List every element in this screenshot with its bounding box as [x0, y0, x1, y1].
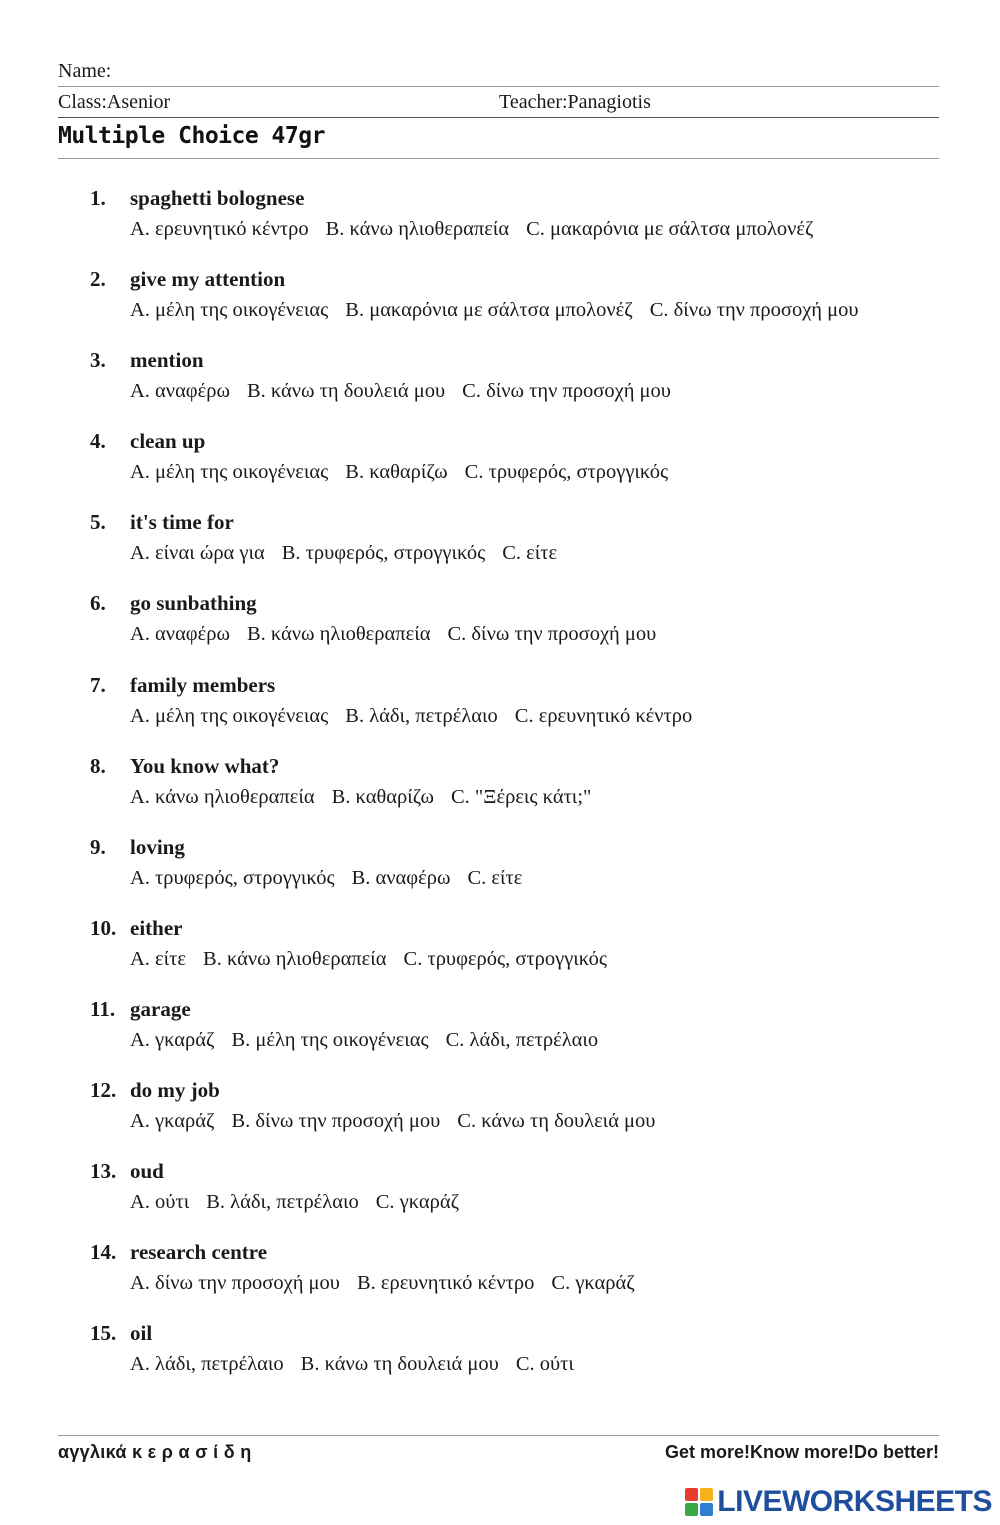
question-word: family members	[130, 672, 276, 697]
answer-option-b[interactable]: B. καθαρίζω	[331, 785, 434, 808]
question-item	[90, 750, 950, 831]
question-word: either	[130, 915, 183, 940]
question-word: spaghetti bolognese	[130, 186, 305, 210]
answer-option-a[interactable]: A. ερευνητικό κέντρο	[130, 218, 309, 240]
question-item	[90, 1155, 950, 1236]
answer-option-c[interactable]: C. μακαρόνια με σάλτσα μπολονέζ	[526, 218, 814, 240]
question-number: 7.	[90, 672, 106, 697]
answer-option-b[interactable]: B. τρυφερός, στρογγικός	[281, 542, 486, 565]
answer-option-b[interactable]: B. καθαρίζω	[345, 461, 448, 484]
answer-option-c[interactable]: C. γκαράζ	[375, 1191, 460, 1214]
logo-square-red	[685, 1488, 698, 1501]
worksheet-header	[58, 56, 939, 159]
answer-options	[90, 782, 950, 812]
question-item	[90, 1074, 950, 1155]
answer-option-a[interactable]: A. αναφέρω	[130, 380, 230, 403]
liveworksheets-logo-icon	[685, 1488, 713, 1516]
question-word: clean up	[130, 429, 206, 454]
answer-options	[90, 1025, 950, 1055]
question-word: oil	[130, 1321, 153, 1346]
logo-square-blue	[700, 1503, 713, 1516]
answer-option-a[interactable]: A. τρυφερός, στρογγικός	[130, 866, 335, 889]
question-word: You know what?	[130, 753, 280, 778]
question-word: loving	[130, 834, 185, 859]
question-item	[90, 669, 950, 750]
question-number: 9.	[90, 834, 106, 859]
answer-option-b[interactable]: B. ερευνητικό κέντρο	[356, 1272, 535, 1295]
answer-option-b[interactable]: B. αναφέρω	[351, 866, 451, 889]
question-item	[90, 344, 950, 425]
page-title: Multiple Choice 47gr	[58, 123, 325, 149]
answer-option-a[interactable]: A. μέλη της οικογένειας	[130, 299, 329, 322]
teacher-label: Teacher:Panagiotis	[499, 91, 651, 113]
question-heading	[90, 425, 950, 457]
question-word: research centre	[130, 1240, 268, 1265]
answer-option-c[interactable]: C. δίνω την προσοχή μου	[462, 380, 671, 403]
answer-option-c[interactable]: C. κάνω τη δουλειά μου	[457, 1110, 656, 1133]
answer-option-c[interactable]: C. τρυφερός, στρογγικός	[403, 947, 608, 970]
answer-option-b[interactable]: B. μακαρόνια με σάλτσα μπολονέζ	[345, 299, 633, 322]
question-heading	[90, 344, 950, 376]
question-item	[90, 425, 950, 506]
question-number: 15.	[90, 1321, 117, 1346]
question-word: garage	[130, 996, 191, 1021]
answer-option-a[interactable]: A. είτε	[130, 947, 187, 970]
class-row	[58, 87, 939, 118]
title-row	[58, 118, 939, 159]
answer-option-b[interactable]: B. λάδι, πετρέλαιο	[345, 704, 498, 727]
question-word: it's time for	[130, 510, 234, 535]
answer-option-c[interactable]: C. λάδι, πετρέλαιο	[445, 1028, 599, 1051]
answer-option-a[interactable]: A. μέλη της οικογένειας	[130, 704, 329, 727]
answer-option-b[interactable]: B. κάνω ηλιοθεραπεία	[246, 623, 431, 646]
question-item	[90, 263, 950, 344]
answer-options	[90, 1349, 950, 1379]
answer-option-a[interactable]: A. μέλη της οικογένειας	[130, 461, 329, 484]
question-list	[90, 182, 950, 1398]
answer-option-b[interactable]: B. κάνω τη δουλειά μου	[300, 1353, 499, 1376]
answer-options	[90, 619, 950, 649]
answer-option-a[interactable]: A. λάδι, πετρέλαιο	[130, 1353, 284, 1376]
question-number: 14.	[90, 1240, 117, 1265]
question-item	[90, 506, 950, 587]
answer-option-c[interactable]: C. είτε	[502, 542, 558, 565]
question-item	[90, 993, 950, 1074]
question-word: give my attention	[130, 267, 286, 292]
question-heading	[90, 1236, 950, 1268]
answer-options	[90, 863, 950, 893]
question-number: 2.	[90, 267, 106, 292]
question-word: go sunbathing	[130, 591, 257, 616]
class-label: Class:Asenior	[58, 91, 171, 113]
answer-options	[90, 376, 950, 406]
answer-option-b[interactable]: B. μέλη της οικογένειας	[231, 1028, 429, 1051]
logo-square-yellow	[700, 1488, 713, 1501]
answer-option-c[interactable]: C. τρυφερός, στρογγικός	[464, 461, 669, 484]
answer-options	[90, 1268, 950, 1298]
answer-option-c[interactable]: C. γκαράζ	[551, 1272, 635, 1295]
answer-option-a[interactable]: A. κάνω ηλιοθεραπεία	[130, 785, 315, 808]
question-heading	[90, 182, 950, 214]
question-heading	[90, 993, 950, 1025]
answer-option-a[interactable]: A. είναι ώρα για	[130, 542, 265, 565]
answer-option-b[interactable]: B. κάνω ηλιοθεραπεία	[325, 218, 510, 240]
question-word: mention	[130, 348, 204, 373]
answer-options	[90, 1187, 950, 1217]
answer-options	[90, 295, 950, 325]
question-heading	[90, 750, 950, 782]
answer-option-c[interactable]: C. ερευνητικό κέντρο	[514, 704, 693, 727]
answer-options	[90, 538, 950, 568]
answer-options	[90, 457, 950, 487]
question-number: 5.	[90, 510, 106, 535]
question-heading	[90, 831, 950, 863]
footer-left-text: αγγλικά κ ε ρ α σ ί δ η	[58, 1442, 252, 1462]
answer-options	[90, 1106, 950, 1136]
question-number: 11.	[90, 996, 116, 1021]
answer-option-c[interactable]: C. είτε	[467, 866, 523, 889]
answer-option-c[interactable]: C. "Ξέρεις κάτι;"	[451, 785, 592, 808]
question-number: 12.	[90, 1078, 117, 1103]
question-heading	[90, 669, 950, 701]
answer-option-c[interactable]: C. δίνω την προσοχή μου	[447, 623, 657, 646]
question-item	[90, 1236, 950, 1317]
footer-divider	[58, 1435, 939, 1436]
name-label: Name:	[58, 60, 112, 82]
footer-right-text: Get more!Know more!Do better!	[664, 1442, 939, 1462]
question-number: 3.	[90, 348, 106, 373]
answer-option-c[interactable]: C. δίνω την προσοχή μου	[649, 299, 859, 322]
name-row	[58, 56, 939, 87]
question-item	[90, 1317, 950, 1398]
answer-options	[90, 944, 950, 974]
question-number: 10.	[90, 915, 117, 940]
question-item	[90, 587, 950, 668]
question-word: oud	[130, 1159, 164, 1184]
answer-options	[90, 701, 950, 731]
answer-option-b[interactable]: B. δίνω την προσοχή μου	[231, 1110, 441, 1133]
brand-logo[interactable]	[685, 1487, 992, 1517]
logo-square-green	[685, 1503, 698, 1516]
question-number: 1.	[90, 186, 106, 210]
answer-option-a[interactable]: A. αναφέρω	[130, 623, 230, 646]
question-number: 6.	[90, 591, 106, 616]
answer-option-c[interactable]: C. ούτι	[515, 1353, 574, 1376]
answer-option-a[interactable]: A. ούτι	[130, 1191, 190, 1214]
question-heading	[90, 587, 950, 619]
question-heading	[90, 1074, 950, 1106]
question-number: 4.	[90, 429, 106, 454]
answer-option-a[interactable]: A. δίνω την προσοχή μου	[130, 1272, 340, 1295]
brand-name: LIVEWORKSHEETS	[717, 1485, 992, 1518]
answer-option-a[interactable]: A. γκαράζ	[130, 1028, 215, 1051]
answer-option-b[interactable]: B. λάδι, πετρέλαιο	[206, 1191, 359, 1214]
answer-options	[90, 214, 950, 244]
question-item	[90, 182, 950, 263]
question-heading	[90, 1155, 950, 1187]
answer-option-b[interactable]: B. κάνω τη δουλειά μου	[246, 380, 446, 403]
question-number: 13.	[90, 1159, 117, 1184]
question-heading	[90, 506, 950, 538]
answer-option-a[interactable]: A. γκαράζ	[130, 1110, 215, 1133]
question-word: do my job	[130, 1078, 220, 1103]
question-item	[90, 912, 950, 993]
question-heading	[90, 912, 950, 944]
question-heading	[90, 1317, 950, 1349]
question-heading	[90, 263, 950, 295]
question-item	[90, 831, 950, 912]
answer-option-b[interactable]: B. κάνω ηλιοθεραπεία	[203, 947, 387, 970]
question-number: 8.	[90, 753, 106, 778]
